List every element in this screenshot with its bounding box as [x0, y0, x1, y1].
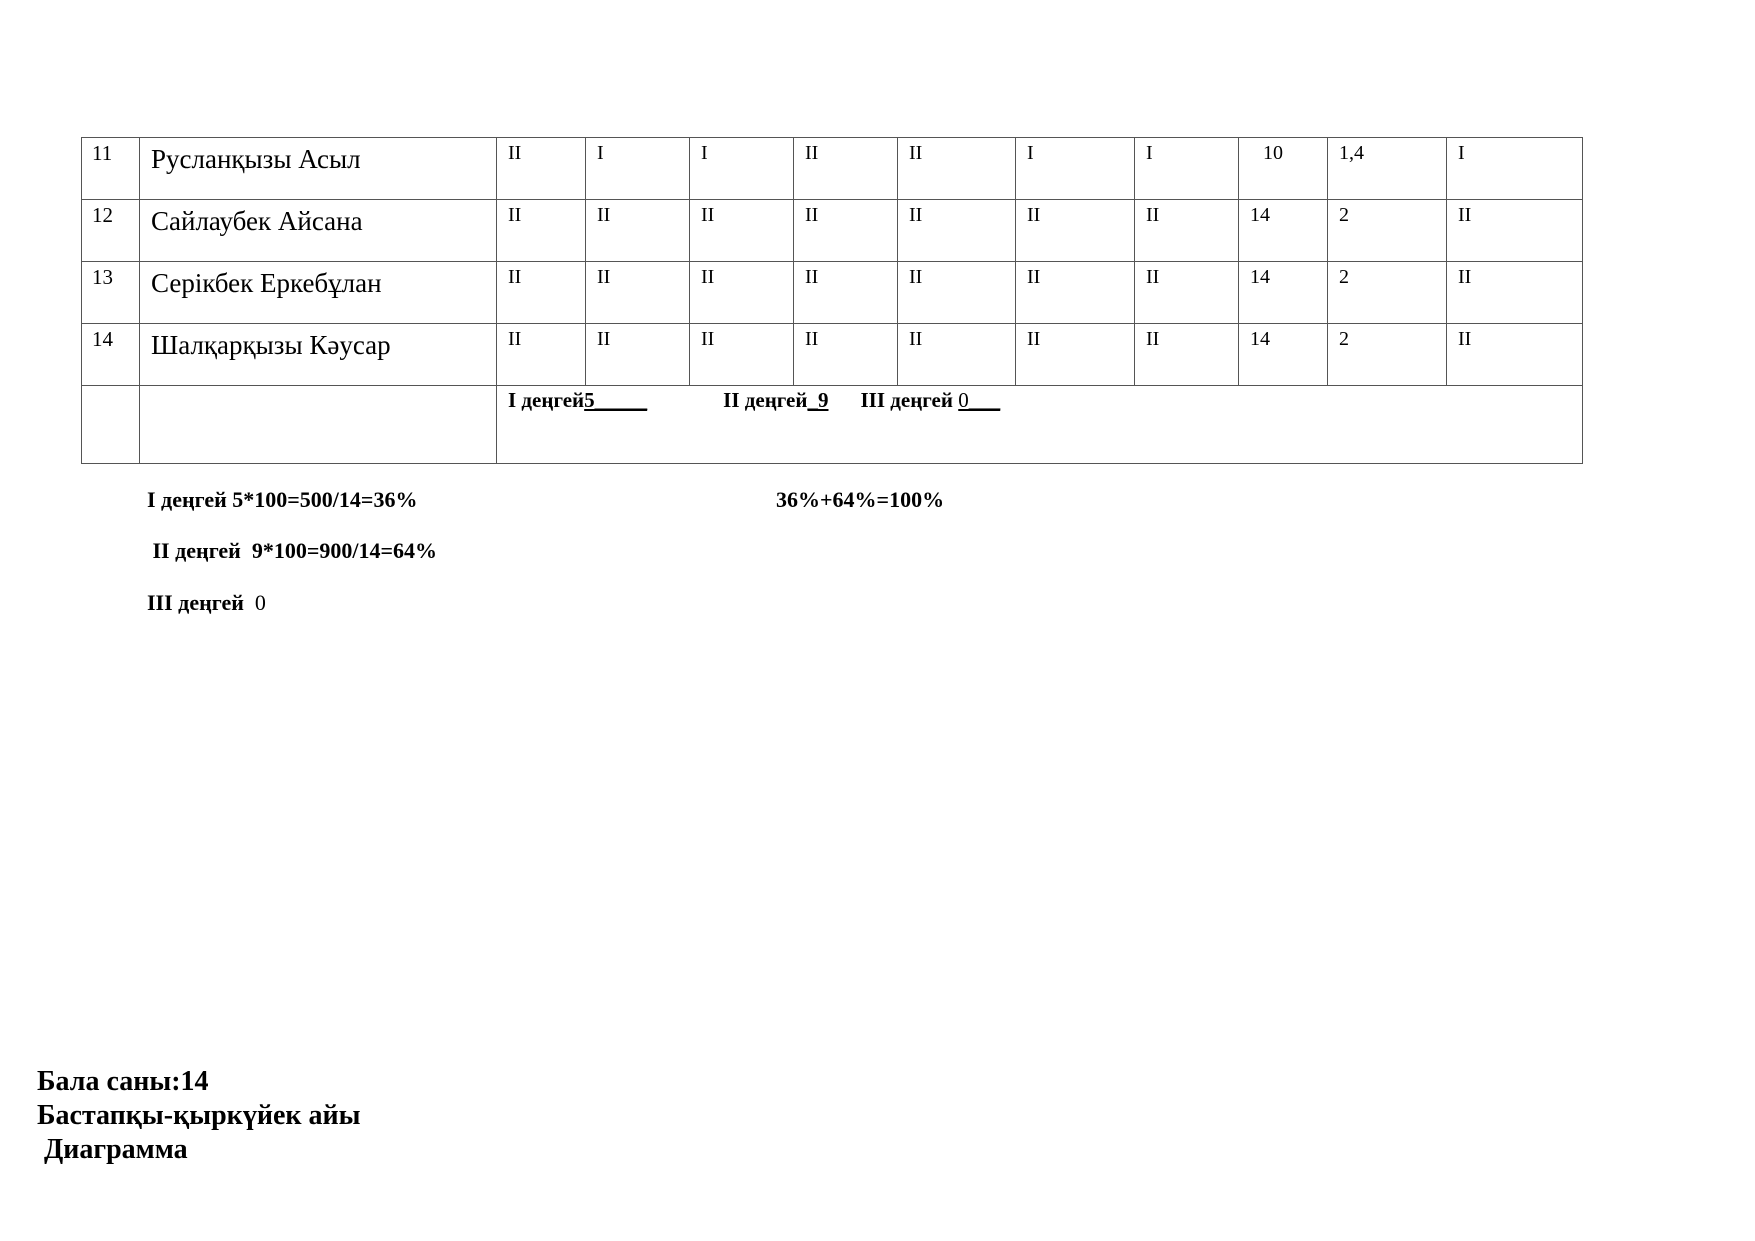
score-cell: 14	[1239, 262, 1328, 324]
score-cell: II	[497, 138, 586, 200]
row-number: 11	[82, 138, 140, 200]
score-cell: II	[497, 324, 586, 386]
diagram-heading: Диаграмма	[37, 1134, 188, 1165]
score-cell: II	[586, 262, 690, 324]
table-row	[82, 262, 1583, 324]
children-count: Бала саны:14	[37, 1066, 209, 1097]
score-cell: 2	[1328, 324, 1447, 386]
score-cell: 2	[1328, 200, 1447, 262]
score-cell: 14	[1239, 324, 1328, 386]
score-cell: I	[1135, 138, 1239, 200]
row-number: 14	[82, 324, 140, 386]
child-name: Сайлаубек Айсана	[140, 200, 497, 262]
period-label: Бастапқы-қыркүйек айы	[37, 1100, 361, 1131]
score-cell: II	[794, 262, 898, 324]
empty-cell	[140, 386, 497, 464]
level2-calculation: II деңгей 9*100=900/14=64%	[147, 538, 438, 563]
score-cell: II	[690, 262, 794, 324]
score-cell: I	[1447, 138, 1583, 200]
table-row	[82, 138, 1583, 200]
score-cell: II	[1016, 262, 1135, 324]
level1-count: 5_____	[584, 388, 648, 412]
child-name: Русланқызы Асыл	[140, 138, 497, 200]
level-summary	[497, 386, 1583, 464]
level3-value: 0	[254, 590, 266, 615]
score-cell: II	[586, 200, 690, 262]
level2-label: II деңгей	[723, 388, 808, 412]
assessment-table	[81, 137, 1583, 464]
level2-count: _9	[807, 388, 829, 412]
score-cell: I	[586, 138, 690, 200]
empty-cell	[82, 386, 140, 464]
score-cell: II	[1135, 324, 1239, 386]
score-cell: II	[898, 262, 1016, 324]
score-cell: II	[586, 324, 690, 386]
score-cell: 2	[1328, 262, 1447, 324]
level1-label: I деңгей	[508, 388, 585, 412]
level1-calculation: I деңгей 5*100=500/14=36%	[147, 487, 418, 512]
score-cell: I	[1016, 138, 1135, 200]
score-cell: II	[898, 324, 1016, 386]
score-cell: II	[690, 324, 794, 386]
row-number: 12	[82, 200, 140, 262]
child-name: Шалқарқызы Кәусар	[140, 324, 497, 386]
child-name: Серікбек Еркебұлан	[140, 262, 497, 324]
score-cell: 1,4	[1328, 138, 1447, 200]
score-cell: II	[497, 262, 586, 324]
row-number: 13	[82, 262, 140, 324]
score-cell: II	[1135, 262, 1239, 324]
table-row	[82, 200, 1583, 262]
score-cell: II	[1447, 200, 1583, 262]
score-cell: II	[898, 138, 1016, 200]
level3-label: III деңгей	[860, 388, 959, 412]
score-cell: II	[1135, 200, 1239, 262]
level3-label: III деңгей	[147, 590, 244, 615]
total-calculation: 36%+64%=100%	[776, 487, 945, 512]
score-cell: 10	[1239, 138, 1328, 200]
score-cell: II	[1447, 262, 1583, 324]
table-row	[82, 324, 1583, 386]
score-cell: II	[497, 200, 586, 262]
summary-row	[82, 386, 1583, 464]
score-cell: II	[794, 324, 898, 386]
score-cell: 14	[1239, 200, 1328, 262]
score-cell: II	[1016, 324, 1135, 386]
level3-calculation	[147, 590, 266, 616]
score-cell: II	[794, 138, 898, 200]
score-cell: II	[1447, 324, 1583, 386]
score-cell: I	[690, 138, 794, 200]
level3-count: 0___	[958, 388, 1001, 412]
score-cell: II	[1016, 200, 1135, 262]
score-cell: II	[690, 200, 794, 262]
score-cell: II	[898, 200, 1016, 262]
score-cell: II	[794, 200, 898, 262]
